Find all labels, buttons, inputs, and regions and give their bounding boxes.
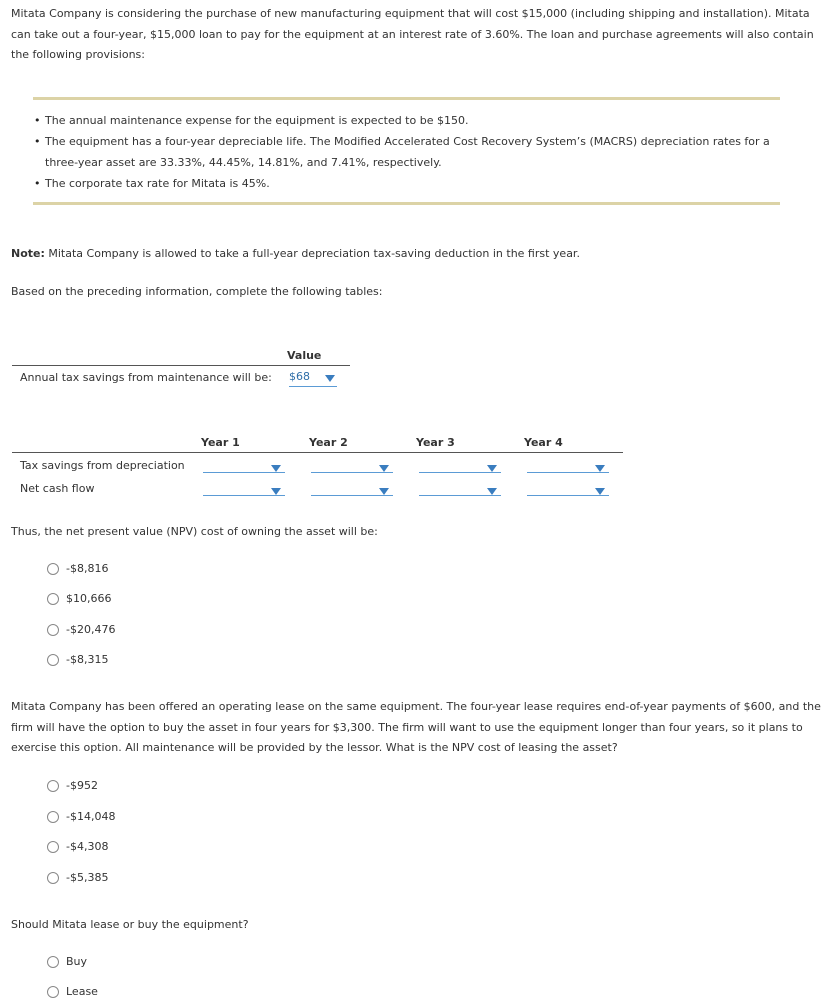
chevron-down-icon [379, 465, 389, 472]
provisions-box [33, 97, 780, 205]
provisions-list [34, 110, 770, 194]
npv-question: Thus, the net present value (NPV) cost of owning the asset will be: [11, 525, 378, 538]
net-cash-flow-year-3-dropdown[interactable] [419, 485, 501, 496]
row-label-tax-savings-depreciation: Tax savings from depreciation [20, 459, 185, 472]
instruction-text: Based on the preceding information, complete the following tables: [11, 285, 383, 298]
radio-button[interactable] [47, 563, 59, 575]
intro-paragraph: Mitata Company is considering the purchase of new manufacturing equipment that will cost $15,000 (including shipping and installation). Mitata can take out a four-year, $15,000 loan to pay for the equipment at an interest rate of 3.60%. The loan and purchase agreements will also contain the following provisions: [11, 7, 814, 61]
value-column-header: Value [287, 349, 322, 362]
radio-button[interactable] [47, 986, 59, 998]
column-header-year-4: Year 4 [524, 436, 563, 449]
chevron-down-icon [325, 375, 335, 382]
depreciation-savings-year-1-dropdown[interactable] [203, 462, 285, 473]
column-header-year-3: Year 3 [416, 436, 455, 449]
radio-button[interactable] [47, 841, 59, 853]
column-header-year-2: Year 2 [309, 436, 348, 449]
maintenance-savings-selected: $68 [289, 370, 310, 383]
radio-button[interactable] [47, 780, 59, 792]
lease-question: Mitata Company has been offered an operating lease on the same equipment. The four-year lease requires end-of-year payments of $600, and the firm will have the option to buy the asset in four years for $3,300. The firm will want to use the equipment longer than four years, so it plans to exercise this option. All maintenance will be provided by the lessor. What is the NPV cost of leasing the asset? [11, 700, 821, 754]
decision-question: Should Mitata lease or buy the equipment? [11, 918, 249, 931]
radio-button[interactable] [47, 956, 59, 968]
net-cash-flow-year-4-dropdown[interactable] [527, 485, 609, 496]
radio-button[interactable] [47, 654, 59, 666]
chevron-down-icon [487, 465, 497, 472]
chevron-down-icon [595, 488, 605, 495]
depreciation-savings-year-4-dropdown[interactable] [527, 462, 609, 473]
depreciation-savings-year-3-dropdown[interactable] [419, 462, 501, 473]
list-item: • The annual maintenance expense for the equipment is expected to be $150. [45, 110, 770, 131]
chevron-down-icon [379, 488, 389, 495]
radio-button[interactable] [47, 872, 59, 884]
net-cash-flow-year-1-dropdown[interactable] [203, 485, 285, 496]
list-item: • The equipment has a four-year depreciable life. The Modified Accelerated Cost Recovery System’s (MACRS) depreciation rates for a three-year asset are 33.33%, 44.45%, 14.81%, and 7.41%, respectively. [45, 131, 770, 173]
bullet-icon: • [34, 135, 41, 148]
table1-header-rule [12, 365, 350, 366]
maintenance-savings-label: Annual tax savings from maintenance will be: [20, 371, 272, 384]
depreciation-savings-year-2-dropdown[interactable] [311, 462, 393, 473]
note-label: Note: [11, 247, 45, 260]
column-header-year-1: Year 1 [201, 436, 240, 449]
chevron-down-icon [595, 465, 605, 472]
radio-button[interactable] [47, 811, 59, 823]
table2-header-rule [12, 452, 623, 453]
chevron-down-icon [487, 488, 497, 495]
row-label-net-cash-flow: Net cash flow [20, 482, 95, 495]
net-cash-flow-year-2-dropdown[interactable] [311, 485, 393, 496]
radio-button[interactable] [47, 624, 59, 636]
chevron-down-icon [271, 488, 281, 495]
bullet-icon: • [34, 177, 41, 190]
chevron-down-icon [271, 465, 281, 472]
bullet-icon: • [34, 114, 41, 127]
note-text: Note: Mitata Company is allowed to take a full-year depreciation tax-saving deduction in the first year. [11, 247, 580, 260]
radio-button[interactable] [47, 593, 59, 605]
list-item: • The corporate tax rate for Mitata is 45%. [45, 173, 770, 194]
maintenance-savings-dropdown[interactable] [289, 370, 337, 387]
